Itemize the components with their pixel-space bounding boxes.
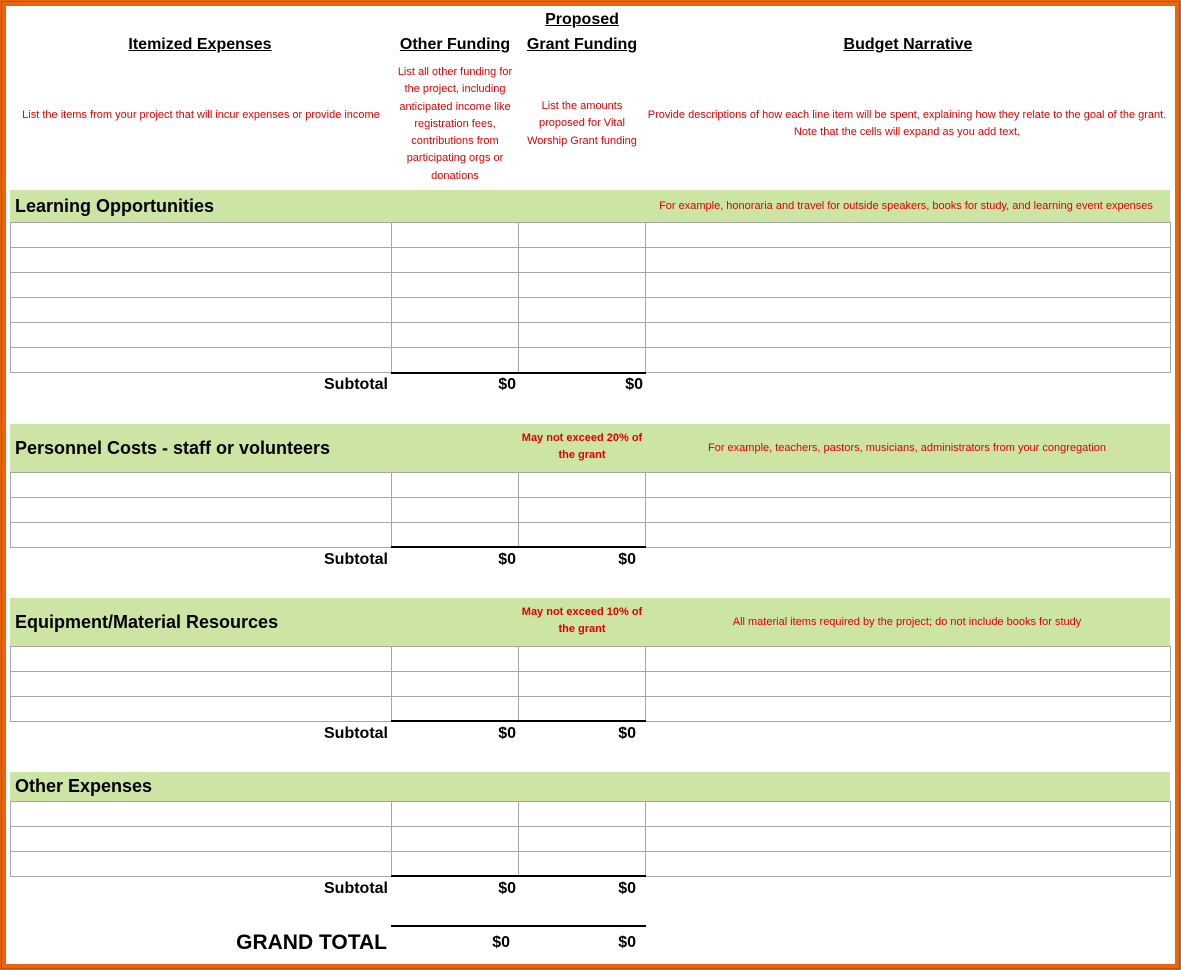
grant-funding-cell[interactable] <box>519 852 646 877</box>
grant-funding-cell[interactable] <box>519 498 646 523</box>
grant-funding-cell[interactable] <box>519 248 646 273</box>
narrative-cell[interactable] <box>646 697 1171 722</box>
subtotal-rule <box>391 372 646 374</box>
note-narrative: Provide descriptions of how each line item will be spent, explaining how they relate to the goal of the grant. Note that the cells will expand as you add text. <box>647 109 1167 139</box>
table-row <box>11 697 1171 722</box>
narrative-cell[interactable] <box>646 248 1171 273</box>
grant-funding-cell[interactable] <box>519 323 646 348</box>
subtotal-other-funding: $0 <box>498 376 516 393</box>
other-funding-cell[interactable] <box>392 223 519 248</box>
section-title: Other Expenses <box>15 776 153 796</box>
grant-funding-cell[interactable] <box>519 827 646 852</box>
item-cell[interactable] <box>11 523 392 548</box>
grant-funding-cell[interactable] <box>519 473 646 498</box>
grant-funding-cell[interactable] <box>519 647 646 672</box>
other-funding-cell[interactable] <box>392 672 519 697</box>
table-row <box>11 223 1171 248</box>
section-title: Personnel Costs - staff or volunteers <box>15 438 331 458</box>
subtotal-rule <box>391 875 646 877</box>
narrative-cell[interactable] <box>646 273 1171 298</box>
section-limit-warning: May not exceed 20% of the grant <box>521 432 643 461</box>
header-proposed: Proposed <box>545 11 619 28</box>
table-row <box>11 273 1171 298</box>
grand-total-grant-funding: $0 <box>618 934 636 951</box>
narrative-cell[interactable] <box>646 298 1171 323</box>
item-cell[interactable] <box>11 473 392 498</box>
item-cell[interactable] <box>11 647 392 672</box>
other-funding-cell[interactable] <box>392 473 519 498</box>
narrative-cell[interactable] <box>646 323 1171 348</box>
grand-total-other-funding: $0 <box>492 934 510 951</box>
grand-total-label: GRAND TOTAL <box>236 931 387 954</box>
section-title: Learning Opportunities <box>15 196 215 216</box>
section-note: For example, honoraria and travel for outside speakers, books for study, and learning event expenses <box>659 200 1153 212</box>
section-band-equipment <box>10 598 1170 646</box>
item-cell[interactable] <box>11 298 392 323</box>
other-funding-cell[interactable] <box>392 498 519 523</box>
grant-funding-cell[interactable] <box>519 348 646 373</box>
subtotal-label: Subtotal <box>324 725 388 742</box>
subtotal-label: Subtotal <box>324 376 388 393</box>
subtotal-grant-funding: $0 <box>618 551 636 568</box>
learning-grid <box>10 222 1171 373</box>
narrative-cell[interactable] <box>646 223 1171 248</box>
grant-funding-cell[interactable] <box>519 298 646 323</box>
subtotal-grant-funding: $0 <box>618 725 636 742</box>
table-row <box>11 852 1171 877</box>
table-row <box>11 523 1171 548</box>
narrative-cell[interactable] <box>646 473 1171 498</box>
grant-funding-cell[interactable] <box>519 672 646 697</box>
table-row <box>11 323 1171 348</box>
item-cell[interactable] <box>11 223 392 248</box>
item-cell[interactable] <box>11 827 392 852</box>
grant-funding-cell[interactable] <box>519 802 646 827</box>
narrative-cell[interactable] <box>646 827 1171 852</box>
table-row <box>11 672 1171 697</box>
subtotal-rule <box>391 720 646 722</box>
item-cell[interactable] <box>11 802 392 827</box>
grant-funding-cell[interactable] <box>519 223 646 248</box>
narrative-cell[interactable] <box>646 498 1171 523</box>
section-note: All material items required by the project; do not include books for study <box>732 616 1082 628</box>
item-cell[interactable] <box>11 348 392 373</box>
other-funding-cell[interactable] <box>392 647 519 672</box>
note-other-funding: List all other funding for the project, including anticipated income like registration fees, contributions from participating orgs or donations <box>397 66 513 182</box>
subtotal-grant-funding: $0 <box>625 376 643 393</box>
item-cell[interactable] <box>11 323 392 348</box>
section-band-learning <box>10 190 1170 222</box>
subtotal-label: Subtotal <box>324 880 388 897</box>
other-funding-cell[interactable] <box>392 827 519 852</box>
grand-total-rule <box>391 925 646 927</box>
subtotal-other-funding: $0 <box>498 551 516 568</box>
item-cell[interactable] <box>11 273 392 298</box>
table-row <box>11 348 1171 373</box>
item-cell[interactable] <box>11 852 392 877</box>
grant-funding-cell[interactable] <box>519 523 646 548</box>
other-funding-cell[interactable] <box>392 697 519 722</box>
item-cell[interactable] <box>11 697 392 722</box>
section-title: Equipment/Material Resources <box>15 612 279 632</box>
header-budget-narrative: Budget Narrative <box>843 36 973 53</box>
item-cell[interactable] <box>11 248 392 273</box>
note-proposed: List the amounts proposed for Vital Worship Grant funding <box>527 100 637 147</box>
narrative-cell[interactable] <box>646 348 1171 373</box>
other-funding-cell[interactable] <box>392 273 519 298</box>
table-row <box>11 802 1171 827</box>
header-grant-funding: Grant Funding <box>526 36 638 53</box>
grant-funding-cell[interactable] <box>519 697 646 722</box>
narrative-cell[interactable] <box>646 523 1171 548</box>
section-band-other-expenses <box>10 772 1170 801</box>
item-cell[interactable] <box>11 498 392 523</box>
header-itemized-expenses: Itemized Expenses <box>128 36 272 53</box>
table-row <box>11 827 1171 852</box>
narrative-cell[interactable] <box>646 802 1171 827</box>
other-funding-cell[interactable] <box>392 323 519 348</box>
equipment-grid <box>10 646 1171 722</box>
table-row <box>11 248 1171 273</box>
section-limit-warning: May not exceed 10% of the grant <box>521 606 643 635</box>
personnel-grid <box>10 472 1171 548</box>
other-funding-cell[interactable] <box>392 802 519 827</box>
section-band-personnel <box>10 424 1170 472</box>
other-expenses-grid <box>10 801 1171 877</box>
narrative-cell[interactable] <box>646 647 1171 672</box>
other-funding-cell[interactable] <box>392 348 519 373</box>
table-row <box>11 647 1171 672</box>
narrative-cell[interactable] <box>646 852 1171 877</box>
note-itemized: List the items from your project that will incur expenses or provide income <box>22 109 380 121</box>
subtotal-other-funding: $0 <box>498 880 516 897</box>
table-row <box>11 498 1171 523</box>
subtotal-grant-funding: $0 <box>618 880 636 897</box>
table-row <box>11 473 1171 498</box>
header-other-funding: Other Funding <box>399 36 511 53</box>
table-row <box>11 298 1171 323</box>
item-cell[interactable] <box>11 672 392 697</box>
other-funding-cell[interactable] <box>392 298 519 323</box>
subtotal-label: Subtotal <box>324 551 388 568</box>
narrative-cell[interactable] <box>646 672 1171 697</box>
other-funding-cell[interactable] <box>392 852 519 877</box>
other-funding-cell[interactable] <box>392 523 519 548</box>
other-funding-cell[interactable] <box>392 248 519 273</box>
subtotal-rule <box>391 546 646 548</box>
section-note: For example, teachers, pastors, musicians, administrators from your congregation <box>708 442 1106 454</box>
subtotal-other-funding: $0 <box>498 725 516 742</box>
grant-funding-cell[interactable] <box>519 273 646 298</box>
